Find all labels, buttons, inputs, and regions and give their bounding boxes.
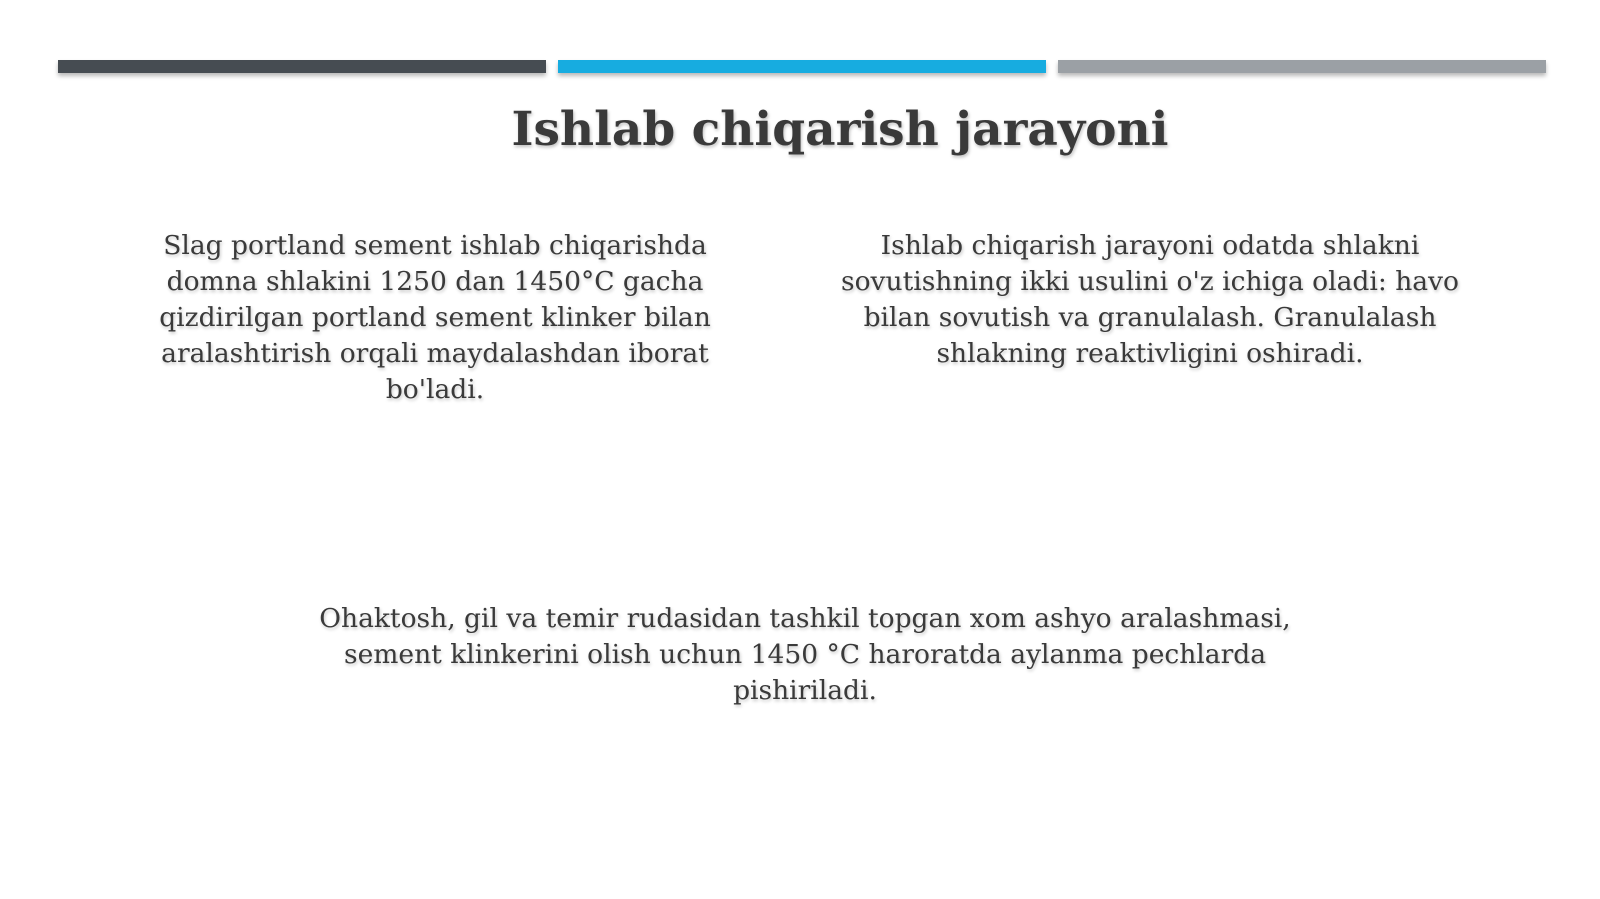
paragraph-left: Slag portland sement ishlab chiqarishda domna shlakini 1250 dan 1450°C gacha qizdirilgan portland sement klinker bilan aralashtirish orqali maydalashdan iborat bo'ladi. (159, 230, 711, 405)
accent-bar-dark (58, 60, 546, 73)
paragraph-bottom: Ohaktosh, gil va temir rudasidan tashkil topgan xom ashyo aralashmasi, sement klinkerini olish uchun 1450 °C haroratda aylanma pechlarda pishiriladi. (319, 603, 1291, 706)
accent-bar-blue (558, 60, 1046, 73)
paragraph-right: Ishlab chiqarish jarayoni odatda shlakni sovutishning ikki usulini o'z ichiga oladi: havo bilan sovutish va granulalash. Granulalash shlakning reaktivligini oshiradi. (840, 230, 1459, 369)
slide-title: Ishlab chiqarish jarayoni (511, 102, 1169, 157)
accent-bar-gray (1058, 60, 1546, 73)
